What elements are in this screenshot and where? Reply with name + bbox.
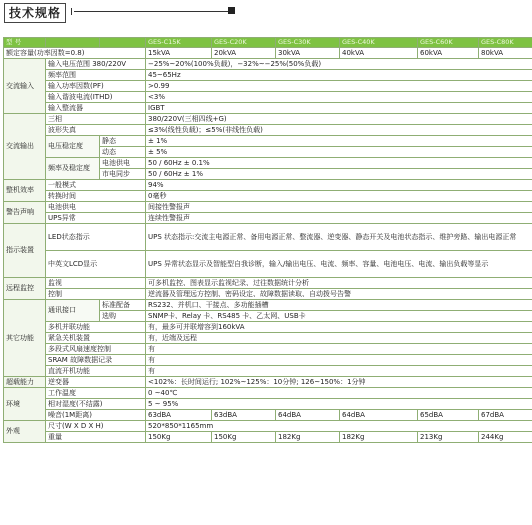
spec-sublabel: 动态	[100, 147, 146, 158]
spec-label: 三相	[46, 114, 146, 125]
section-header	[0, 0, 532, 24]
spec-label: 输入电压范围 380/220V	[46, 59, 146, 70]
table-row	[4, 92, 532, 103]
capacity-value: 40kVA	[340, 48, 418, 59]
spec-value: −25%~20%(100%负载)，−32%~−25%(50%负载)	[146, 59, 532, 70]
spec-label: 噪音(1M距离)	[46, 410, 146, 421]
weight-value: 150Kg	[212, 432, 276, 443]
capacity-value: 20kVA	[212, 48, 276, 59]
spec-value: ± 5%	[146, 147, 532, 158]
table-row	[4, 48, 532, 59]
spec-label: 输入谐波电流(ITHD)	[46, 92, 146, 103]
table-row	[4, 125, 532, 136]
table-row	[4, 180, 532, 191]
category-environment: 环境	[4, 388, 46, 421]
spec-label: 频率范围	[46, 70, 146, 81]
model-name: GES-C20K	[212, 38, 276, 48]
table-row	[4, 213, 532, 224]
spec-label: 工作温度	[46, 388, 146, 399]
section-title: 技术规格	[4, 3, 66, 23]
category-indicator: 指示装置	[4, 224, 46, 278]
spec-value: 5 ~ 95%	[146, 399, 532, 410]
header-spacer	[46, 38, 100, 48]
table-row	[4, 81, 532, 92]
noise-value: 67dBA	[479, 410, 532, 421]
table-row	[4, 289, 532, 300]
category-ac-output: 交流输出	[4, 114, 46, 180]
table-row	[4, 59, 532, 70]
table-row	[4, 202, 532, 213]
capacity-value: 60kVA	[418, 48, 479, 59]
spec-label: 紧急关机装置	[46, 333, 146, 344]
table-row	[4, 410, 532, 421]
spec-sublabel: 静态	[100, 136, 146, 147]
spec-table	[3, 37, 532, 443]
category-remote: 远程监控	[4, 278, 46, 300]
spec-value: 有	[146, 344, 532, 355]
table-row	[4, 300, 532, 311]
capacity-value: 80kVA	[479, 48, 532, 59]
model-name: GES-C60K	[418, 38, 479, 48]
table-row	[4, 224, 532, 251]
spec-label: 输入功率因数(PF)	[46, 81, 146, 92]
spec-label: 电压稳定度	[46, 136, 100, 158]
spec-sublabel: 标准配备	[100, 300, 146, 311]
spec-sublabel: 电池供电	[100, 158, 146, 169]
spec-label: 中英文LCD显示	[46, 251, 146, 278]
spec-value: RS232、并机口、干接点、多功能插槽	[146, 300, 532, 311]
spec-label: 一般模式	[46, 180, 146, 191]
category-alarm: 警告声响	[4, 202, 46, 224]
capacity-value: 15kVA	[146, 48, 212, 59]
category-ac-input: 交流输入	[4, 59, 46, 114]
model-name: GES-C15K	[146, 38, 212, 48]
table-row	[4, 70, 532, 81]
weight-value: 182Kg	[276, 432, 340, 443]
weight-value: 182Kg	[340, 432, 418, 443]
spec-label: 转换时间	[46, 191, 146, 202]
title-square-marker	[228, 7, 235, 14]
weight-value: 150Kg	[146, 432, 212, 443]
model-name: GES-C30K	[276, 38, 340, 48]
spec-value: 有，最多可并联增容到160kVA	[146, 322, 532, 333]
table-row	[4, 333, 532, 344]
table-row	[4, 388, 532, 399]
table-row	[4, 191, 532, 202]
category-overload: 超载能力	[4, 377, 46, 388]
spec-label: 控制	[46, 289, 146, 300]
spec-value: 连续性警报声	[146, 213, 532, 224]
table-row	[4, 344, 532, 355]
table-row	[4, 355, 532, 366]
rated-capacity-label: 额定容量(功率因数=0.8)	[4, 48, 146, 59]
spec-label: 波形失真	[46, 125, 146, 136]
spec-label: 逆变器	[46, 377, 146, 388]
table-row	[4, 136, 532, 147]
table-row	[4, 377, 532, 388]
spec-value: 有，近端及远程	[146, 333, 532, 344]
noise-value: 64dBA	[276, 410, 340, 421]
weight-value: 213Kg	[418, 432, 479, 443]
spec-value: 50 / 60Hz ± 1%	[146, 169, 532, 180]
category-appearance: 外观	[4, 421, 46, 443]
spec-value: 380/220V(三相四线+G)	[146, 114, 532, 125]
table-row	[4, 114, 532, 125]
spec-value: SNMP卡、Relay 卡、RS485 卡、乙太网、USB卡	[146, 311, 532, 322]
table-row	[4, 322, 532, 333]
noise-value: 63dBA	[146, 410, 212, 421]
spec-value: 间接性警报声	[146, 202, 532, 213]
spec-value: >0.99	[146, 81, 532, 92]
spec-value: <3%	[146, 92, 532, 103]
spec-label: 多机并联功能	[46, 322, 146, 333]
spec-value: 94%	[146, 180, 532, 191]
spec-label: 尺寸(W X D X H)	[46, 421, 146, 432]
spec-label: 直流开机功能	[46, 366, 146, 377]
spec-label: 监视	[46, 278, 146, 289]
spec-value: 45~65Hz	[146, 70, 532, 81]
noise-value: 63dBA	[212, 410, 276, 421]
header-spacer	[100, 38, 146, 48]
spec-label: 频率及稳定度	[46, 158, 100, 180]
noise-value: 65dBA	[418, 410, 479, 421]
spec-value: ≤3%(线性负载)；≤5%(非线性负载)	[146, 125, 532, 136]
table-header-row	[4, 38, 532, 48]
spec-sublabel: 选购	[100, 311, 146, 322]
table-row	[4, 251, 532, 278]
spec-value: 50 / 60Hz ± 0.1%	[146, 158, 532, 169]
table-row	[4, 278, 532, 289]
table-row	[4, 366, 532, 377]
model-label: 型 号	[4, 38, 46, 48]
spec-value: UPS 状态指示:交流主电源正常、备用电源正常、整流器、逆变器、静态开关及电池状态指示、维护旁路、输出电源正常	[146, 224, 532, 251]
spec-label: 相对湿度(不结露)	[46, 399, 146, 410]
spec-label: LED状态指示	[46, 224, 146, 251]
spec-value: 有	[146, 355, 532, 366]
title-rule	[74, 11, 229, 12]
spec-value: UPS 异常状态显示及智能型自我诊断，输入/输出电压、电流、频率、容量、电池电压、电流、输出负载等显示	[146, 251, 532, 278]
spec-label: 多段式风扇速度控制	[46, 344, 146, 355]
spec-label: 电池供电	[46, 202, 146, 213]
table-row	[4, 103, 532, 114]
spec-label: 通讯接口	[46, 300, 100, 322]
spec-value: ± 1%	[146, 136, 532, 147]
capacity-value: 30kVA	[276, 48, 340, 59]
spec-value: 有	[146, 366, 532, 377]
spec-label: UPS异常	[46, 213, 146, 224]
weight-value: 244Kg	[479, 432, 532, 443]
category-efficiency: 整机效率	[4, 180, 46, 202]
table-row	[4, 432, 532, 443]
spec-sublabel: 市电同步	[100, 169, 146, 180]
spec-value: <102%：长时间运行; 102%~125%：10分钟; 126~150%：1分钟	[146, 377, 532, 388]
spec-label: 重量	[46, 432, 146, 443]
table-row	[4, 399, 532, 410]
spec-label: 输入整流器	[46, 103, 146, 114]
table-row	[4, 421, 532, 432]
spec-value: 可多机监控、图表显示监视纪录、过往数据统计分析	[146, 278, 532, 289]
category-other: 其它功能	[4, 300, 46, 377]
noise-value: 64dBA	[340, 410, 418, 421]
spec-value: 0 ~40℃	[146, 388, 532, 399]
spec-value: IGBT	[146, 103, 532, 114]
model-name: GES-C80K	[479, 38, 532, 48]
spec-label: SRAM 故障数据记录	[46, 355, 146, 366]
model-name: GES-C40K	[340, 38, 418, 48]
spec-value: 520*850*1165mm	[146, 421, 532, 432]
spec-value: 0毫秒	[146, 191, 532, 202]
table-row	[4, 158, 532, 169]
spec-value: 逆流器及管理远方控制、密码设定、故障数据读取、自动拨号告警	[146, 289, 532, 300]
